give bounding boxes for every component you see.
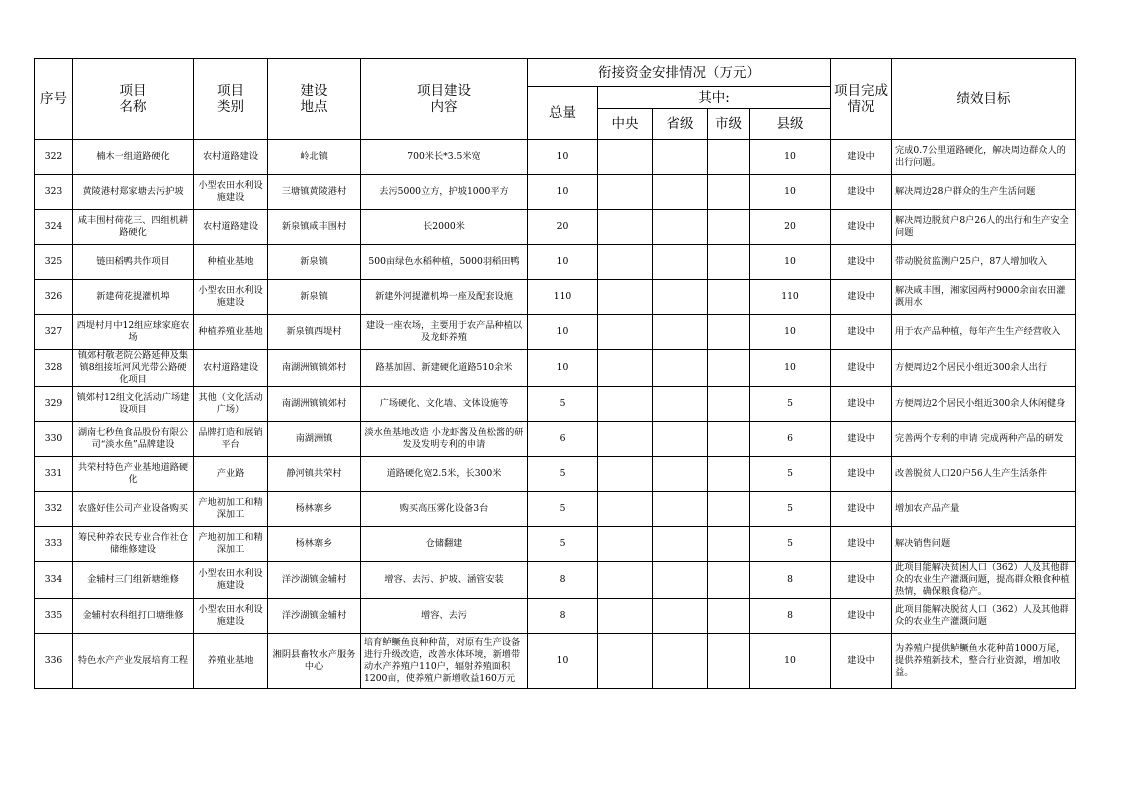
cell-location: 新泉镇 [268,280,361,315]
cell-status: 建设中 [831,315,892,350]
cell-goal: 完成0.7公里道路硬化，解决周边群众人的出行问题。 [892,140,1076,175]
cell-central [598,210,653,245]
cell-type: 产地初加工和精深加工 [194,527,268,562]
cell-provincial [653,280,708,315]
cell-goal: 方便周边2个居民小组近300余人休闲健身 [892,387,1076,422]
cell-status: 建设中 [831,457,892,492]
cell-total: 110 [528,280,598,315]
cell-no: 335 [35,599,73,634]
cell-content: 路基加固、新建硬化道路510余米 [361,350,528,387]
table-row [35,245,1076,280]
cell-goal: 带动脱贫监测户25户，87人增加收入 [892,245,1076,280]
cell-city [708,210,750,245]
cell-name: 链田稻鸭共作项目 [73,245,194,280]
cell-central [598,175,653,210]
cell-name: 农盛好佳公司产业设备购买 [73,492,194,527]
header-location-line2: 地点 [300,99,328,115]
cell-provincial [653,527,708,562]
cell-provincial [653,245,708,280]
cell-location: 湘阴县畜牧水产服务中心 [268,634,361,689]
cell-status: 建设中 [831,280,892,315]
cell-central [598,634,653,689]
table-row [35,492,1076,527]
cell-location: 杨林寨乡 [268,527,361,562]
cell-provincial [653,492,708,527]
cell-total: 5 [528,492,598,527]
project-funding-table [34,58,1076,689]
header-status [831,59,892,140]
cell-central [598,280,653,315]
cell-county: 8 [750,599,831,634]
cell-total: 20 [528,210,598,245]
cell-total: 10 [528,175,598,210]
cell-provincial [653,350,708,387]
cell-content: 淡水鱼基地改造 小龙虾酱及鱼松酱的研发及发明专利的申请 [361,422,528,457]
cell-type: 种植业基地 [194,245,268,280]
table-row [35,634,1076,689]
cell-location: 新泉镇咸丰围村 [268,210,361,245]
cell-type: 养殖业基地 [194,634,268,689]
cell-goal: 解决咸丰围，湘家园两村9000余亩农田灌溉用水 [892,280,1076,315]
cell-type: 农村道路建设 [194,350,268,387]
header-content-line1: 项目建设 [417,83,471,99]
table-row [35,599,1076,634]
cell-goal: 增加农产品产量 [892,492,1076,527]
header-type-line2: 类别 [217,99,244,115]
cell-content: 去污5000立方，护坡1000平方 [361,175,528,210]
cell-no: 327 [35,315,73,350]
cell-central [598,140,653,175]
cell-county: 10 [750,634,831,689]
cell-county: 5 [750,387,831,422]
header-funding: 衔接资金安排情况（万元） [528,59,831,87]
cell-goal: 方便周边2个居民小组近300余人出行 [892,350,1076,387]
cell-type: 农村道路建设 [194,140,268,175]
cell-city [708,350,750,387]
cell-city [708,634,750,689]
table-row [35,210,1076,245]
cell-goal: 完善两个专利的申请 完成两种产品的研发 [892,422,1076,457]
cell-status: 建设中 [831,210,892,245]
cell-name: 筹民种养农民专业合作社仓储维修建设 [73,527,194,562]
header-status-line1: 项目完成 [834,83,889,99]
cell-status: 建设中 [831,562,892,599]
cell-location: 洋沙湖镇金辅村 [268,562,361,599]
cell-county: 110 [750,280,831,315]
cell-no: 329 [35,387,73,422]
cell-provincial [653,175,708,210]
cell-no: 325 [35,245,73,280]
header-content-line2: 内容 [430,99,458,115]
cell-type: 小型农田水利设施建设 [194,175,268,210]
cell-content: 增容、去污、护坡、涵管安装 [361,562,528,599]
cell-content: 广场硬化、文化墙、文体设施等 [361,387,528,422]
header-location-line1: 建设 [300,83,328,99]
cell-no: 336 [35,634,73,689]
cell-total: 10 [528,140,598,175]
cell-total: 8 [528,599,598,634]
cell-central [598,527,653,562]
cell-provincial [653,315,708,350]
cell-goal: 解决周边脱贫户8户26人的出行和生产安全问题 [892,210,1076,245]
cell-location: 静河镇共荣村 [268,457,361,492]
header-provincial: 省级 [653,109,708,140]
cell-goal: 解决销售问题 [892,527,1076,562]
header-status-line2: 情况 [847,99,875,115]
cell-type: 小型农田水利设施建设 [194,599,268,634]
header-name [73,59,194,140]
cell-name: 金辅村三门组新塘维修 [73,562,194,599]
cell-location: 南湖洲镇镇郊村 [268,387,361,422]
cell-status: 建设中 [831,492,892,527]
cell-no: 333 [35,527,73,562]
cell-status: 建设中 [831,527,892,562]
cell-status: 建设中 [831,422,892,457]
cell-name: 西堤村月中12组应球家庭农场 [73,315,194,350]
cell-total: 10 [528,315,598,350]
header-total: 总量 [528,87,598,140]
cell-total: 5 [528,387,598,422]
cell-goal: 改善脱贫人口20户56人生产生活条件 [892,457,1076,492]
cell-provincial [653,457,708,492]
cell-goal: 为养殖户提供鲈鳜鱼水花种苗1000万尾，提供养殖新技术，整合行业资源，增加收益。 [892,634,1076,689]
cell-type: 小型农田水利设施建设 [194,562,268,599]
cell-county: 10 [750,315,831,350]
cell-county: 8 [750,562,831,599]
cell-county: 10 [750,350,831,387]
header-among: 其中: [598,87,831,109]
cell-city [708,387,750,422]
cell-type: 产地初加工和精深加工 [194,492,268,527]
header-city: 市级 [708,109,750,140]
cell-content: 长2000米 [361,210,528,245]
table-row [35,562,1076,599]
cell-central [598,245,653,280]
cell-central [598,315,653,350]
cell-goal: 此项目能解决脱贫人口（362）人及其他群众的农业生产灌溉问题 [892,599,1076,634]
table-row [35,387,1076,422]
cell-name: 黄陵港村郑家塘去污护坡 [73,175,194,210]
cell-no: 324 [35,210,73,245]
cell-type: 小型农田水利设施建设 [194,280,268,315]
cell-total: 5 [528,527,598,562]
header-goal: 绩效目标 [892,59,1076,140]
header-seq: 序号 [35,59,73,140]
cell-content: 700米长*3.5米宽 [361,140,528,175]
cell-type: 种植养殖业基地 [194,315,268,350]
cell-type: 其他（文化活动广场） [194,387,268,422]
cell-name: 共荣村特色产业基地道路硬化 [73,457,194,492]
cell-city [708,527,750,562]
cell-provincial [653,599,708,634]
header-content [361,59,528,140]
cell-location: 南湖洲镇 [268,422,361,457]
cell-status: 建设中 [831,140,892,175]
cell-no: 326 [35,280,73,315]
cell-county: 5 [750,457,831,492]
cell-no: 323 [35,175,73,210]
table-row [35,315,1076,350]
cell-name: 咸丰围村荷花三、四组机耕路硬化 [73,210,194,245]
cell-city [708,599,750,634]
cell-city [708,245,750,280]
cell-goal: 用于农产品种植，每年产生生产经营收入 [892,315,1076,350]
header-type [194,59,268,140]
cell-goal: 解决周边28户群众的生产生活问题 [892,175,1076,210]
cell-location: 三塘镇黄陵港村 [268,175,361,210]
cell-location: 新泉镇 [268,245,361,280]
cell-provincial [653,562,708,599]
table-header [35,59,1076,140]
cell-name: 特色水产产业发展培育工程 [73,634,194,689]
cell-location: 南湖洲镇镇郊村 [268,350,361,387]
cell-no: 322 [35,140,73,175]
cell-county: 6 [750,422,831,457]
cell-no: 331 [35,457,73,492]
cell-status: 建设中 [831,175,892,210]
cell-central [598,387,653,422]
cell-central [598,350,653,387]
cell-total: 10 [528,350,598,387]
cell-total: 6 [528,422,598,457]
cell-central [598,599,653,634]
cell-name: 楠木一组道路硬化 [73,140,194,175]
cell-provincial [653,634,708,689]
cell-content: 建设一座农场，主要用于农产品种植以及龙虾养殖 [361,315,528,350]
cell-no: 330 [35,422,73,457]
cell-status: 建设中 [831,245,892,280]
cell-county: 5 [750,527,831,562]
header-name-line1: 项目 [119,83,147,99]
cell-county: 10 [750,175,831,210]
cell-city [708,140,750,175]
cell-content: 500亩绿色水稻种植，5000羽稻田鸭 [361,245,528,280]
cell-county: 10 [750,245,831,280]
cell-total: 10 [528,634,598,689]
header-name-line2: 名称 [119,99,147,115]
cell-content: 培育鲈鳜鱼良种种苗，对原有生产设备进行升级改造，改善水体环境，新增带动水产养殖户110户，辐射养殖面积1200亩，使养殖户新增收益160万元 [361,634,528,689]
cell-central [598,422,653,457]
cell-content: 购买高压雾化设备3台 [361,492,528,527]
cell-city [708,315,750,350]
cell-total: 5 [528,457,598,492]
cell-location: 洋沙湖镇金辅村 [268,599,361,634]
cell-status: 建设中 [831,634,892,689]
header-type-line1: 项目 [217,83,244,99]
cell-content: 道路硬化宽2.5米，长300米 [361,457,528,492]
cell-status: 建设中 [831,387,892,422]
header-location [268,59,361,140]
cell-city [708,492,750,527]
cell-provincial [653,422,708,457]
cell-content: 增容、去污 [361,599,528,634]
cell-type: 农村道路建设 [194,210,268,245]
cell-city [708,422,750,457]
cell-status: 建设中 [831,599,892,634]
cell-central [598,562,653,599]
cell-content: 新建外河提灌机埠一座及配套设施 [361,280,528,315]
cell-no: 328 [35,350,73,387]
cell-content: 仓储翻建 [361,527,528,562]
cell-total: 8 [528,562,598,599]
cell-city [708,562,750,599]
cell-no: 334 [35,562,73,599]
table-row [35,527,1076,562]
cell-provincial [653,210,708,245]
cell-name: 镇郊村敬老院公路延伸及集镇8组接坵河风光带公路硬化项目 [73,350,194,387]
cell-county: 5 [750,492,831,527]
cell-provincial [653,387,708,422]
cell-county: 20 [750,210,831,245]
cell-central [598,457,653,492]
table-row [35,350,1076,387]
cell-type: 产业路 [194,457,268,492]
cell-location: 岭北镇 [268,140,361,175]
cell-county: 10 [750,140,831,175]
table-row [35,140,1076,175]
cell-city [708,280,750,315]
table-row [35,280,1076,315]
cell-city [708,457,750,492]
cell-name: 镇郊村12组文化活动广场建设项目 [73,387,194,422]
cell-location: 杨林寨乡 [268,492,361,527]
table-body [35,140,1076,689]
cell-goal: 此项目能解决贫困人口（362）人及其他群众的农业生产灌溉问题，提高群众粮食种植热情，确保粮食稳产。 [892,562,1076,599]
cell-provincial [653,140,708,175]
cell-no: 332 [35,492,73,527]
cell-city [708,175,750,210]
cell-status: 建设中 [831,350,892,387]
cell-location: 新泉镇西堤村 [268,315,361,350]
cell-total: 10 [528,245,598,280]
cell-name: 湖南七秒鱼食品股份有限公司“淡水鱼”品牌建设 [73,422,194,457]
table-row [35,457,1076,492]
header-county: 县级 [750,109,831,140]
cell-name: 新建荷花提灌机埠 [73,280,194,315]
cell-central [598,492,653,527]
table-row [35,175,1076,210]
cell-name: 金辅村农科组打口塘维修 [73,599,194,634]
cell-type: 品牌打造和展销平台 [194,422,268,457]
header-central: 中央 [598,109,653,140]
table-row [35,422,1076,457]
